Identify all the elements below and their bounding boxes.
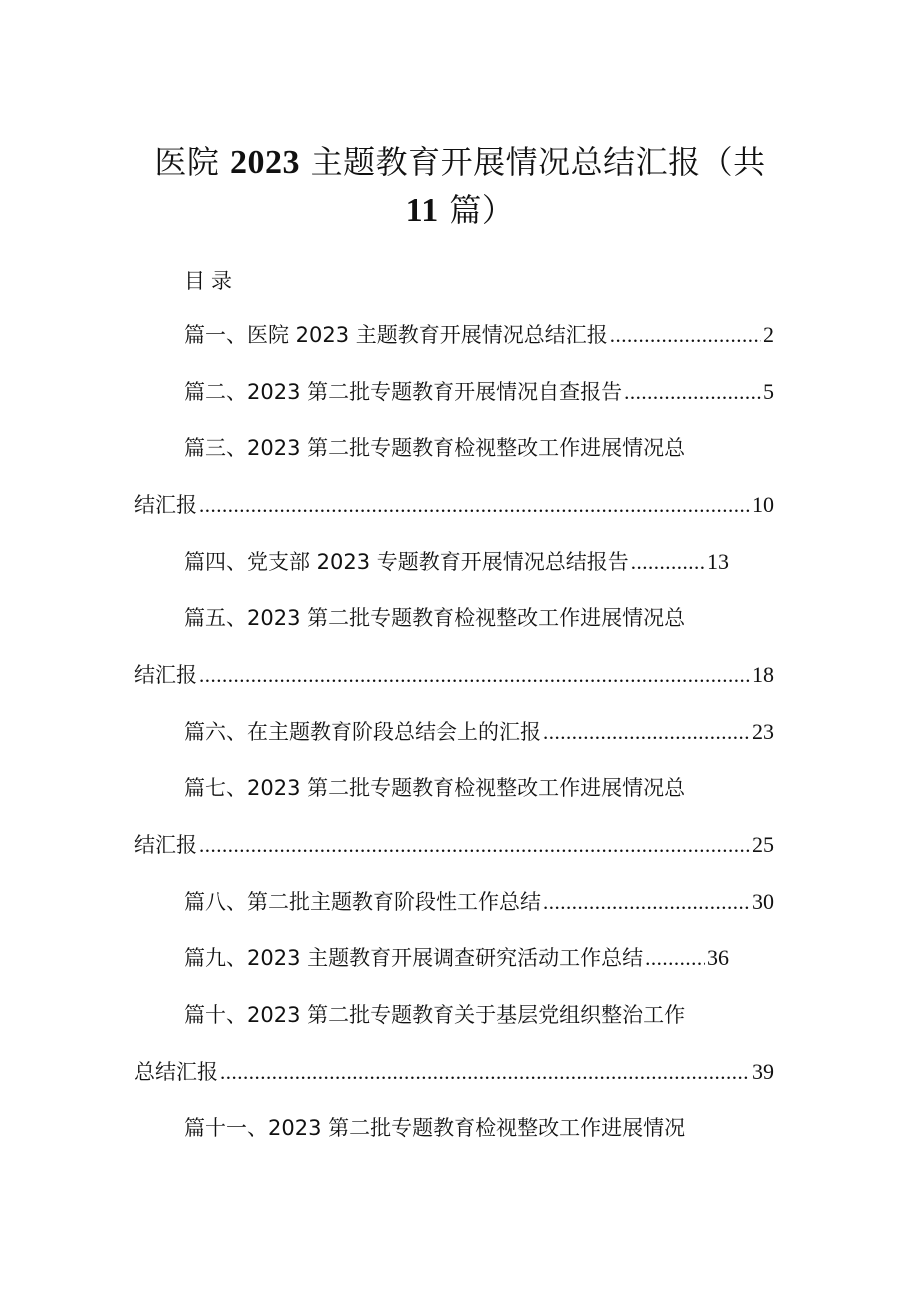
toc-page-number: 13	[707, 549, 729, 574]
toc-entry-2[interactable]	[184, 377, 774, 407]
toc-leader-dots	[220, 1057, 750, 1087]
toc-leader-dots	[199, 660, 750, 690]
toc-leader-dots	[631, 547, 705, 577]
toc-entry-5[interactable]	[134, 660, 774, 690]
toc-leader-dots	[543, 717, 750, 747]
toc-leader-dots	[624, 377, 761, 407]
toc-entry-10-line-1[interactable]: 篇十、2023 第二批专题教育关于基层党组织整治工作	[184, 1003, 686, 1027]
toc-page-number: 39	[752, 1059, 774, 1084]
title-part-end: 篇）	[449, 191, 515, 229]
document-title-line-2	[120, 188, 800, 233]
toc-entry-6[interactable]	[184, 717, 774, 747]
toc-entry-5-line-1[interactable]: 篇五、2023 第二批专题教育检视整改工作进展情况总	[184, 606, 686, 630]
toc-entry-text: 篇九、2023 主题教育开展调查研究活动工作总结	[184, 946, 644, 970]
toc-entry-text: 结汇报	[134, 493, 197, 517]
toc-entry-9[interactable]	[184, 943, 729, 973]
toc-entry-text: 总结汇报	[134, 1060, 218, 1084]
toc-entry-7-line-1[interactable]: 篇七、2023 第二批专题教育检视整改工作进展情况总	[184, 776, 686, 800]
toc-entry-text: 篇六、在主题教育阶段总结会上的汇报	[184, 720, 541, 744]
toc-page-number: 5	[763, 379, 774, 404]
toc-leader-dots	[199, 490, 750, 520]
title-part-hospital: 医院	[154, 143, 220, 181]
toc-page-number: 25	[752, 832, 774, 857]
toc-entry-text: 结汇报	[134, 663, 197, 687]
toc-page-number: 36	[707, 945, 729, 970]
toc-leader-dots	[199, 830, 750, 860]
toc-entry-8[interactable]	[184, 887, 774, 917]
toc-entry-text: 篇八、第二批主题教育阶段性工作总结	[184, 890, 541, 914]
title-count: 11	[405, 192, 439, 229]
toc-leader-dots	[645, 943, 705, 973]
toc-entry-text: 篇二、2023 第二批专题教育开展情况自查报告	[184, 380, 623, 404]
toc-page-number: 18	[752, 662, 774, 687]
toc-entry-text: 篇四、党支部 2023 专题教育开展情况总结报告	[184, 550, 629, 574]
toc-leader-dots	[610, 320, 761, 350]
toc-page-number: 30	[752, 889, 774, 914]
toc-entry-10[interactable]	[134, 1057, 774, 1087]
title-year: 2023	[230, 144, 300, 181]
toc-entry-text: 结汇报	[134, 833, 197, 857]
toc-page-number: 10	[752, 492, 774, 517]
toc-page-number: 23	[752, 719, 774, 744]
toc-page-number: 2	[763, 322, 774, 347]
document-title-line-1	[120, 140, 800, 185]
toc-entry-11-line-1[interactable]: 篇十一、2023 第二批专题教育检视整改工作进展情况	[184, 1116, 686, 1140]
toc-entry-7[interactable]	[134, 830, 774, 860]
toc-leader-dots	[543, 887, 750, 917]
toc-label: 目录	[184, 269, 238, 293]
toc-entry-3[interactable]	[134, 490, 774, 520]
toc-entry-text: 篇一、医院 2023 主题教育开展情况总结汇报	[184, 323, 608, 347]
toc-entry-4[interactable]	[184, 547, 729, 577]
title-part-rest: 主题教育开展情况总结汇报（共	[310, 143, 766, 181]
toc-entry-1[interactable]	[184, 320, 774, 350]
toc-entry-3-line-1[interactable]: 篇三、2023 第二批专题教育检视整改工作进展情况总	[184, 436, 686, 460]
